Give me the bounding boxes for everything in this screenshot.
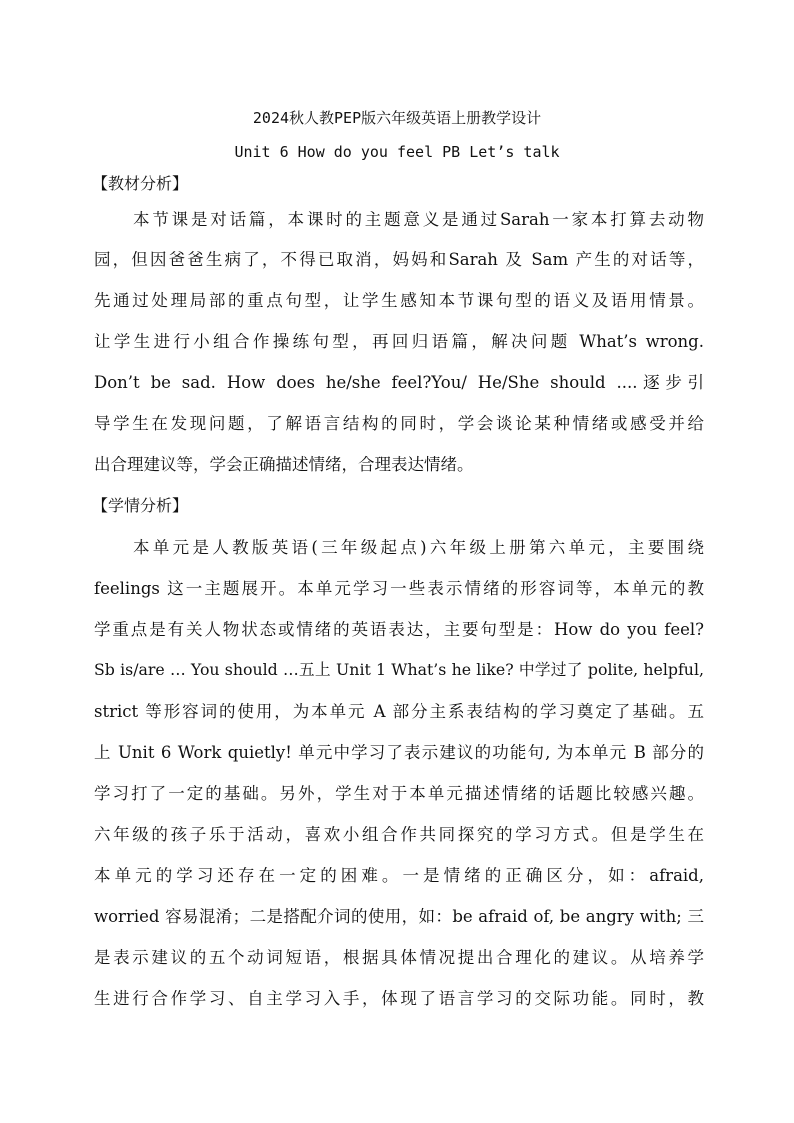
section-heading-learner-analysis: 【学情分析】 bbox=[92, 496, 189, 515]
paragraph-line: feelings 这一主题展开。本单元学习一些表示情绪的形容词等，本单元的教 bbox=[94, 579, 704, 598]
paragraph-line: 出合理建议等，学会正确描述情绪，合理表达情绪。 bbox=[94, 455, 474, 474]
paragraph-line: 本单元是人教版英语(三年级起点)六年级上册第六单元，主要围绕 bbox=[133, 538, 704, 557]
paragraph-line: 园，但因爸爸生病了，不得已取消，妈妈和Sarah 及 Sam 产生的对话等， bbox=[94, 250, 704, 269]
paragraph-line: worried 容易混淆；二是搭配介词的使用，如：be afraid of, be angry with; 三 bbox=[94, 907, 704, 926]
paragraph-line: 生进行合作学习、自主学习入手，体现了语言学习的交际功能。同时，教 bbox=[94, 989, 704, 1008]
paragraph-line: 学习打了一定的基础。另外，学生对于本单元描述情绪的话题比较感兴趣。 bbox=[94, 784, 704, 803]
paragraph-line: strict 等形容词的使用，为本单元 A 部分主系表结构的学习奠定了基础。五 bbox=[94, 702, 704, 721]
paragraph-line: 本单元的学习还存在一定的困难。一是情绪的正确区分，如：afraid, bbox=[94, 866, 704, 885]
paragraph-line: 上 Unit 6 Work quietly! 单元中学习了表示建议的功能句, 为本单元 B 部分的 bbox=[94, 743, 704, 762]
paragraph-line: Don’t be sad. How does he/she feel?You/ He/She should ....逐步引 bbox=[94, 373, 704, 392]
paragraph-line: Sb is/are … You should …五上 Unit 1 What’s he like? 中学过了 polite, helpful, bbox=[94, 660, 704, 679]
paragraph-line: 学重点是有关人物状态或情绪的英语表达，主要句型是：How do you feel? bbox=[94, 620, 704, 639]
paragraph-line: 让学生进行小组合作操练句型，再回归语篇，解决问题 What’s wrong. bbox=[94, 332, 704, 351]
document-title: 2024秋人教PEP版六年级英语上册教学设计 bbox=[252, 109, 542, 127]
paragraph-line: 六年级的孩子乐于活动，喜欢小组合作共同探究的学习方式。但是学生在 bbox=[94, 825, 704, 844]
paragraph-line: 是表示建议的五个动词短语，根据具体情况提出合理化的建议。从培养学 bbox=[94, 948, 704, 967]
section-heading-textbook-analysis: 【教材分析】 bbox=[92, 174, 189, 193]
paragraph-line: 先通过处理局部的重点句型，让学生感知本节课句型的语义及语用情景。 bbox=[94, 291, 704, 310]
paragraph-line: 本节课是对话篇，本课时的主题意义是通过Sarah一家本打算去动物 bbox=[133, 210, 704, 229]
paragraph-line: 导学生在发现问题，了解语言结构的同时，学会谈论某种情绪或感受并给 bbox=[94, 414, 704, 433]
document-subtitle: Unit 6 How do you feel PB Let’s talk bbox=[234, 143, 560, 161]
